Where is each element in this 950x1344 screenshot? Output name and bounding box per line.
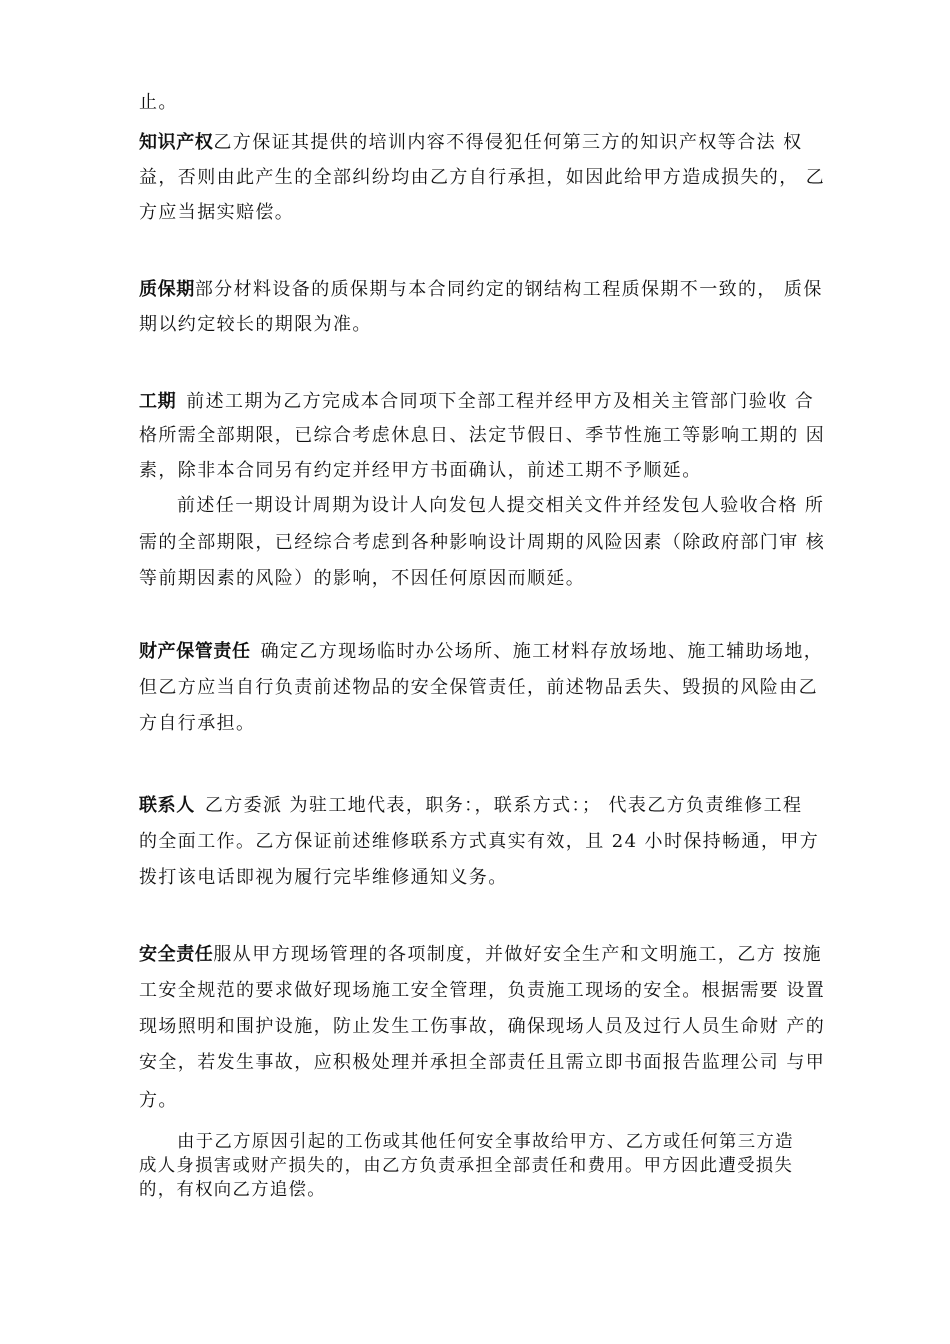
schedule-para2-line-1: 前述任一期设计周期为设计人向发包人提交相关文件并经发包人验收合格 所	[177, 495, 825, 516]
contact-clause-line-2: 的全面工作。乙方保证前述维修联系方式真实有效，且 24 小时保持畅通，甲方	[139, 831, 820, 852]
custody-clause-line-2: 但乙方应当自行负责前述物品的安全保管责任，前述物品丢失、毁损的风险由乙	[139, 677, 818, 698]
safety-heading: 安全责任	[139, 944, 214, 965]
safety-clause-line-2: 工安全规范的要求做好现场施工安全管理，负责施工现场的安全。根据需要 设置	[139, 980, 826, 1001]
custody-clause-line-1: 财产保管责任 确定乙方现场临时办公场所、施工材料存放场地、施工辅助场地，	[139, 641, 824, 662]
custody-heading: 财产保管责任	[139, 641, 251, 662]
safety-para2-line-1: 由于乙方原因引起的工伤或其他任何安全事故给甲方、乙方或任何第三方造	[177, 1132, 794, 1152]
safety-clause-line-1: 安全责任服从甲方现场管理的各项制度，并做好安全生产和文明施工，乙方 按施	[139, 944, 822, 965]
schedule-para2-line-3: 等前期因素的风险）的影响，不因任何原因而顺延。	[139, 568, 586, 589]
schedule-clause-line-3: 素，除非本合同另有约定并经甲方书面确认，前述工期不予顺延。	[139, 460, 702, 481]
continuation-line: 止。	[139, 92, 178, 113]
contact-clause-line-3: 拨打该电话即视为履行完毕维修通知义务。	[139, 867, 508, 888]
schedule-para2-line-2: 需的全部期限，已经综合考虑到各种影响设计周期的风险因素（除政府部门审 核	[139, 532, 826, 553]
schedule-clause-line-2: 格所需全部期限，已综合考虑休息日、法定节假日、季节性施工等影响工期的 因	[139, 425, 826, 446]
ip-heading: 知识产权	[139, 132, 214, 153]
schedule-heading: 工期	[139, 391, 177, 412]
contact-clause-line-1: 联系人 乙方委派 为驻工地代表，职务：，联系方式：； 代表乙方负责维修工程	[139, 795, 803, 816]
ip-clause-line-2: 益，否则由此产生的全部纠纷均由乙方自行承担，如因此给甲方造成损失的， 乙	[139, 167, 826, 188]
safety-clause-line-5: 方。	[139, 1090, 178, 1111]
custody-clause-line-3: 方自行承担。	[139, 713, 256, 734]
warranty-clause-line-2: 期以约定较长的期限为准。	[139, 314, 372, 335]
ip-clause-line-3: 方应当据实赔偿。	[139, 202, 295, 223]
schedule-clause-line-1: 工期 前述工期为乙方完成本合同项下全部工程并经甲方及相关主管部门验收 合	[139, 391, 815, 412]
safety-clause-line-4: 安全，若发生事故，应积极处理并承担全部责任且需立即书面报告监理公司 与甲	[139, 1052, 826, 1073]
ip-clause-line-1	[139, 131, 803, 155]
safety-para2-line-2: 成人身损害或财产损失的，由乙方负责承担全部责任和费用。甲方因此遭受损失	[139, 1156, 794, 1176]
contact-heading: 联系人	[139, 795, 195, 816]
ip-text-1: 乙方保证其提供的培训内容不得侵犯任何第三方的知识产权等合法 权	[213, 132, 803, 153]
safety-para2-line-3: 的，有权向乙方追偿。	[139, 1180, 326, 1200]
warranty-heading: 质保期	[139, 279, 195, 300]
safety-clause-line-3: 现场照明和围护设施，防止发生工伤事故，确保现场人员及过行人员生命财 产的	[139, 1016, 826, 1037]
warranty-clause-line-1: 质保期部分材料设备的质保期与本合同约定的钢结构工程质保期不一致的， 质保	[139, 279, 823, 300]
